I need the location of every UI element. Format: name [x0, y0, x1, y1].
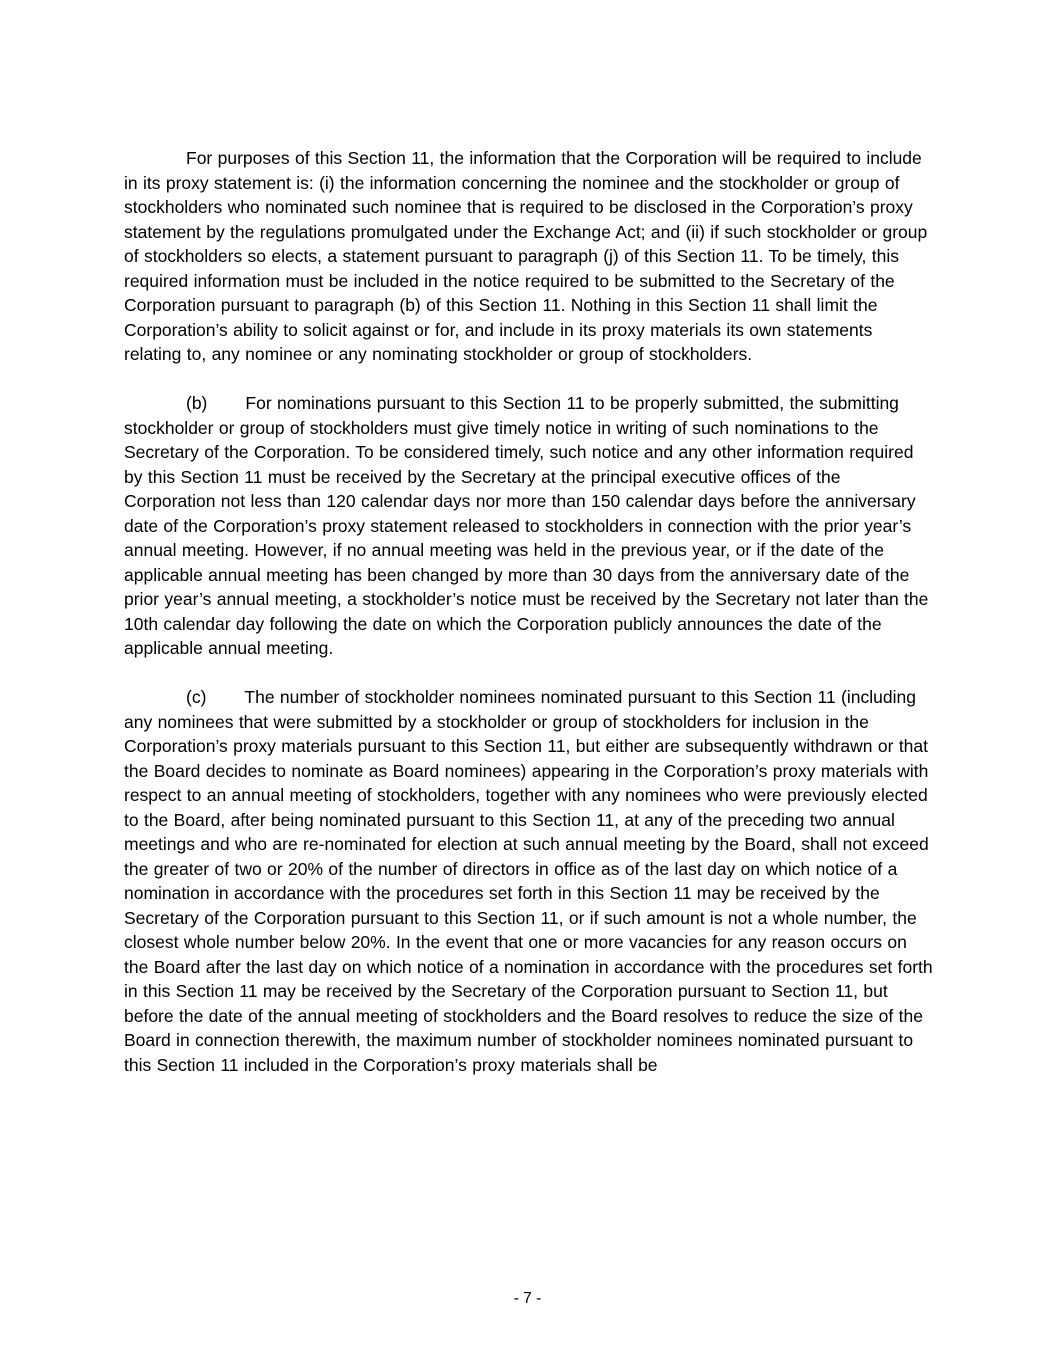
page-number: - 7 -: [513, 1289, 542, 1307]
paragraph-text: For purposes of this Section 11, the information that the Corporation will be required to include in its proxy statement is: (i) the information concerning the nominee and the stockholder or group of stockholders who nominated such nominee that is required to be disclosed in the Corporation’s proxy statement by the regulations promulgated under the Exchange Act; and (ii) if such stockholder or group of stockholders so elects, a statement pursuant to paragraph (j) of this Section 11. To be timely, this required information must be included in the notice required to be submitted to the Secretary of the Corporation pursuant to paragraph (b) of this Section 11. Nothing in this Section 11 shall limit the Corporation’s ability to solicit against or for, and include in its proxy materials its own statements relating to, any nominee or any nominating stockholder or group of stockholders.: [124, 148, 928, 364]
paragraph-text: The number of stockholder nominees nominated pursuant to this Section 11 (including any nominees that were submitted by a stockholder or group of stockholders for inclusion in the Corporation’s proxy materials pursuant to this Section 11, but either are subsequently withdrawn or that the Board decides to nominate as Board nominees) appearing in the Corporation’s proxy materials with respect to an annual meeting of stockholders, together with any nominees who were previously elected to the Board, after being nominated pursuant to this Section 11, at any of the preceding two annual meetings and who are re-nominated for election at such annual meeting by the Board, shall not exceed the greater of two or 20% of the number of directors in office as of the last day on which notice of a nomination in accordance with the procedures set forth in this Section 11 may be received by the Secretary of the Corporation pursuant to this Section 11, or if such amount is not a whole number, the closest whole number below 20%. In the event that one or more vacancies for any reason occurs on the Board after the last day on which notice of a nomination in accordance with the procedures set forth in this Section 11 may be received by the Secretary of the Corporation pursuant to Section 11, but before the date of the annual meeting of stockholders and the Board resolves to reduce the size of the Board in connection therewith, the maximum number of stockholder nominees nominated pursuant to this Section 11 included in the Corporation’s proxy materials shall be: [124, 687, 933, 1075]
paragraph-text: For nominations pursuant to this Section 11 to be properly submitted, the submitting stockholder or group of stockholders must give timely notice in writing of such nominations to the Secretary of the Corporation. To be considered timely, such notice and any other information required by this Section 11 must be received by the Secretary at the principal executive offices of the Corporation not less than 120 calendar days nor more than 150 calendar days before the anniversary date of the Corporation’s proxy statement released to stockholders in connection with the prior year’s annual meeting. However, if no annual meeting was held in the previous year, or if the date of the applicable annual meeting has been changed by more than 30 days from the anniversary date of the prior year’s annual meeting, a stockholder’s notice must be received by the Secretary not later than the 10th calendar day following the date on which the Corporation publicly announces the date of the applicable annual meeting.: [124, 393, 929, 658]
paragraph-intro: [124, 146, 933, 367]
paragraph-b: [124, 391, 933, 661]
document-body: [124, 146, 933, 1077]
paragraph-c: [124, 685, 933, 1077]
paragraph-label: (b): [186, 393, 208, 413]
paragraph-label: (c): [186, 687, 207, 707]
